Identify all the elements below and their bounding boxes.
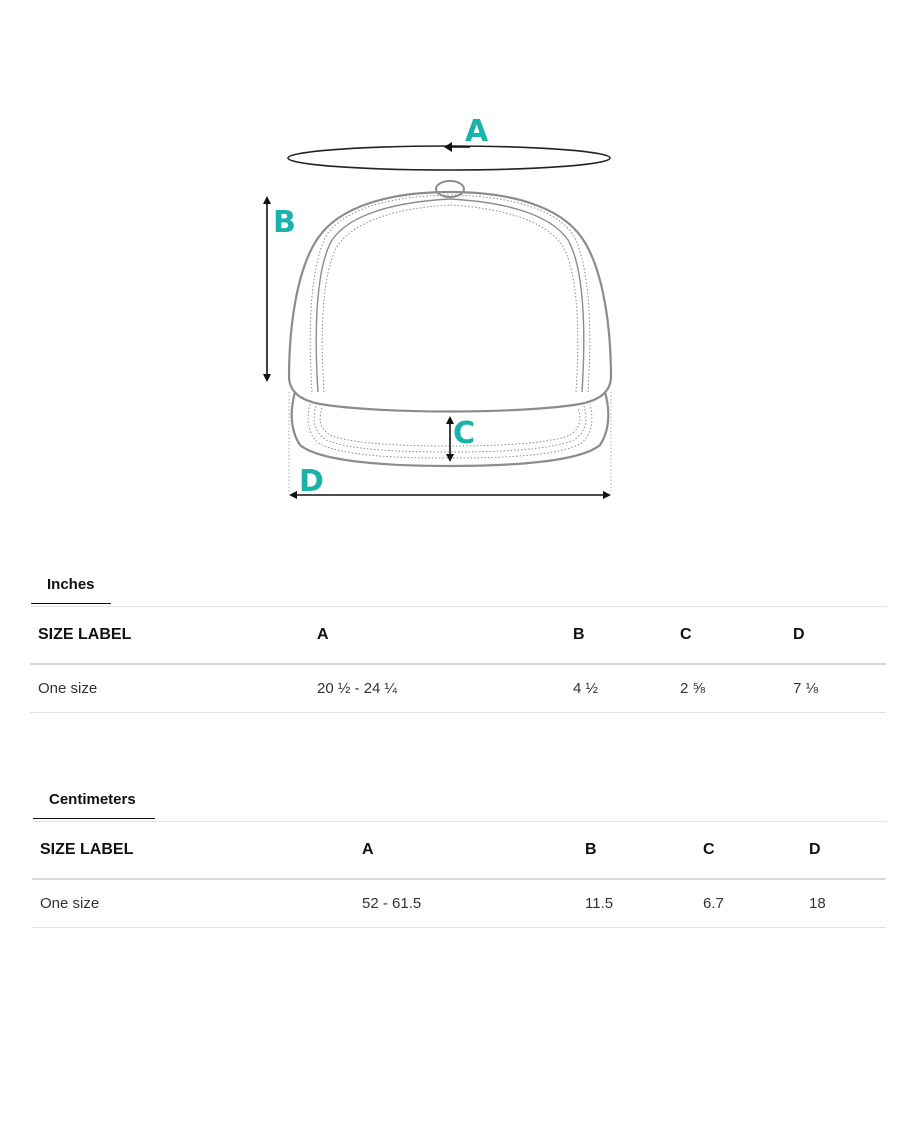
table-header-row xyxy=(30,607,886,664)
header-size-label: SIZE LABEL xyxy=(30,607,309,664)
cell-size-label: One size xyxy=(32,879,354,928)
cell-size-label: One size xyxy=(30,664,309,713)
header-size-label: SIZE LABEL xyxy=(32,822,354,879)
label-b: B xyxy=(273,205,296,240)
header-c: C xyxy=(672,607,785,664)
cell-b: 11.5 xyxy=(577,879,695,928)
label-a: A xyxy=(465,114,489,149)
cap-diagram-svg xyxy=(0,0,900,540)
header-a: A xyxy=(309,607,565,664)
tab-inches[interactable]: Inches xyxy=(31,566,111,604)
cap-diagram xyxy=(0,0,900,540)
table-header-row xyxy=(32,822,886,879)
tab-centimeters[interactable]: Centimeters xyxy=(33,781,155,819)
header-b: B xyxy=(577,822,695,879)
header-c: C xyxy=(695,822,801,879)
cap-crown xyxy=(289,181,611,412)
header-d: D xyxy=(785,607,886,664)
label-d: D xyxy=(299,464,324,499)
table-row xyxy=(32,879,886,928)
header-a: A xyxy=(354,822,577,879)
circumference-ellipse xyxy=(288,142,610,170)
table-row xyxy=(30,664,886,713)
inches-table xyxy=(30,607,886,713)
cell-d: 18 xyxy=(801,879,886,928)
cell-c: 6.7 xyxy=(695,879,801,928)
centimeters-table xyxy=(32,822,886,928)
cell-a: 52 - 61.5 xyxy=(354,879,577,928)
cell-c: 2 ⅝ xyxy=(672,664,785,713)
header-d: D xyxy=(801,822,886,879)
cell-b: 4 ½ xyxy=(565,664,672,713)
cell-d: 7 ⅛ xyxy=(785,664,886,713)
cell-a: 20 ½ - 24 ¼ xyxy=(309,664,565,713)
label-c: C xyxy=(453,416,476,451)
header-b: B xyxy=(565,607,672,664)
